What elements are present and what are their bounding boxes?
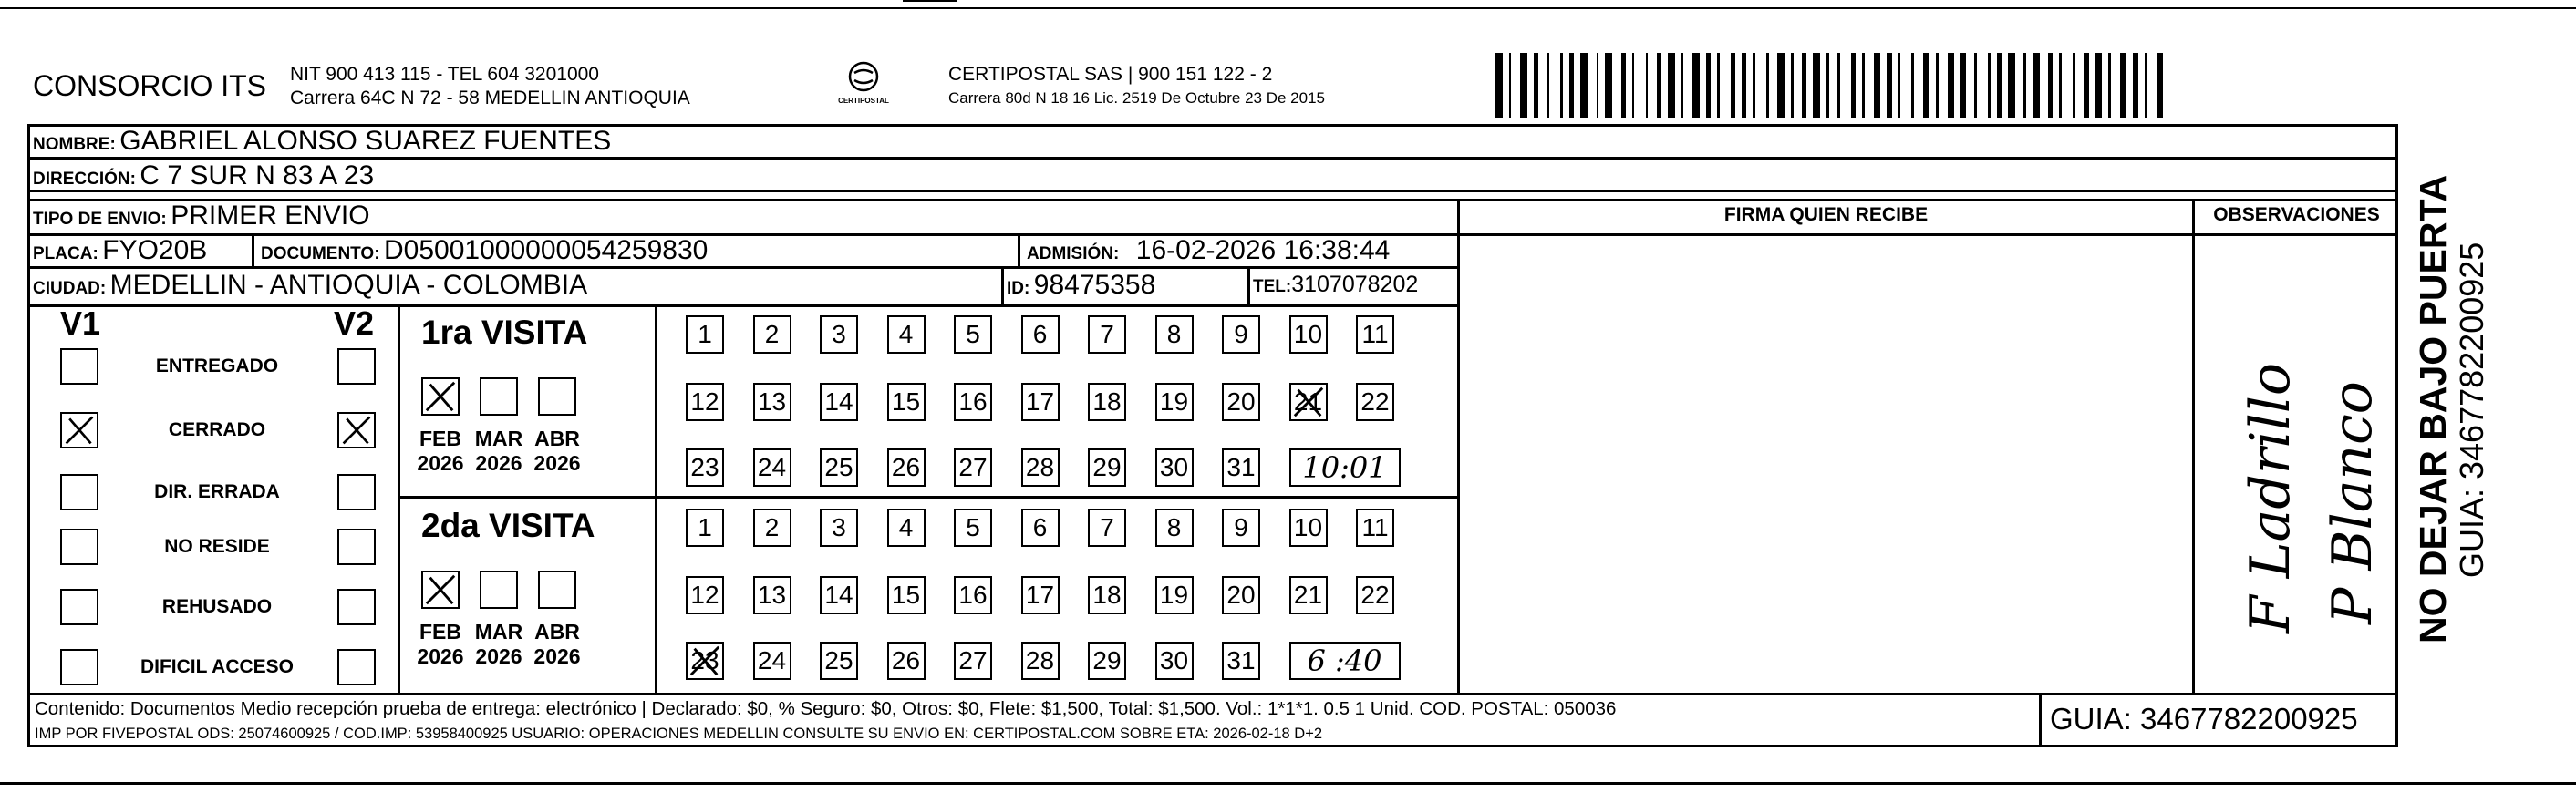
barcode-bar — [1534, 53, 1538, 118]
visit2-day-29[interactable]: 29 — [1088, 642, 1126, 680]
visit1-day-30[interactable]: 30 — [1155, 448, 1194, 487]
visit1-month-box-mar[interactable] — [480, 377, 518, 416]
v2-checkbox-no-reside[interactable] — [337, 529, 376, 565]
barcode-bar — [1766, 53, 1769, 118]
row-line-2 — [27, 190, 2398, 192]
firma-left-line — [1457, 199, 1460, 693]
row-line-4 — [27, 266, 1457, 269]
ciudad-row: CIUDAD: MEDELLIN - ANTIOQUIA - COLOMBIA — [33, 270, 588, 300]
v2-checkbox-cerrado[interactable] — [337, 412, 376, 448]
ciudad-value: MEDELLIN - ANTIOQUIA - COLOMBIA — [109, 270, 588, 300]
barcode-bar — [2008, 53, 2015, 118]
visit2-day-12[interactable]: 12 — [686, 576, 724, 614]
obs-left-line — [2192, 199, 2195, 693]
visit1-month-box-abr[interactable] — [538, 377, 576, 416]
visit2-time-box[interactable]: 6 :40 — [1289, 642, 1401, 680]
barcode-bar — [1923, 53, 1930, 118]
side-warning: NO DEJAR BAJO PUERTA — [2412, 174, 2454, 644]
visit2-day-31[interactable]: 31 — [1222, 642, 1260, 680]
barcode-bar — [1520, 53, 1527, 118]
barcode-bar — [2033, 53, 2040, 118]
barcode-bar — [2084, 53, 2088, 118]
v1-checkbox-cerrado[interactable] — [60, 412, 98, 448]
visit1-day-2[interactable]: 2 — [753, 315, 791, 354]
visit1-month-label: MAR 2026 — [474, 427, 523, 475]
visit2-day-3[interactable]: 3 — [820, 509, 858, 547]
visit2-month-box-abr[interactable] — [538, 571, 576, 609]
v1-label: V1 — [60, 304, 101, 342]
address-line: Carrera 64C N 72 - 58 MEDELLIN ANTIOQUIA — [290, 88, 690, 108]
visit2-day-8[interactable]: 8 — [1155, 509, 1194, 547]
documento-row: DOCUMENTO: D05001000000054259830 — [261, 235, 709, 265]
barcode-bar — [1632, 53, 1635, 118]
v2-label: V2 — [334, 304, 375, 342]
barcode-bar — [2048, 53, 2053, 118]
barcode-bar — [1547, 53, 1550, 118]
bottom-edge-line — [0, 782, 2576, 785]
tel-divider — [1247, 266, 1250, 304]
visit2-day-30[interactable]: 30 — [1155, 642, 1194, 680]
visit2-day-20[interactable]: 20 — [1222, 576, 1260, 614]
v1-checkbox-rehusado[interactable] — [60, 589, 98, 625]
visit-left-line — [398, 304, 400, 693]
nombre-value: GABRIEL ALONSO SUAREZ FUENTES — [119, 126, 612, 156]
visit-split-line — [398, 496, 1457, 499]
barcode-bar — [1605, 53, 1612, 118]
barcode-bar — [1898, 53, 1901, 118]
row-line-5 — [27, 304, 1457, 307]
observaciones-header: OBSERVACIONES — [2213, 204, 2380, 225]
v1-checkbox-dir-errada[interactable] — [60, 474, 98, 510]
visit1-day-22[interactable]: 22 — [1356, 383, 1394, 421]
visit2-day-9[interactable]: 9 — [1222, 509, 1260, 547]
status-label-no-reside: NO RESIDE — [164, 536, 270, 557]
barcode-bar — [1862, 53, 1865, 118]
visit2-day-1[interactable]: 1 — [686, 509, 724, 547]
barcode-bar — [1692, 53, 1700, 118]
visit2-month-label: MAR 2026 — [474, 620, 523, 668]
v2-checkbox-entregado[interactable] — [337, 348, 376, 385]
visit2-day-21[interactable]: 21 — [1289, 576, 1328, 614]
tipo-envio-row: TIPO DE ENVIO: PRIMER ENVIO — [33, 201, 370, 231]
barcode-bar — [1851, 53, 1856, 118]
status-label-entregado: ENTREGADO — [155, 355, 279, 376]
footer-guia: GUIA: 3467782200925 — [2050, 702, 2358, 736]
visit1-day-14[interactable]: 14 — [820, 383, 858, 421]
visit1-day-24[interactable]: 24 — [753, 448, 791, 487]
visit1-day-7[interactable]: 7 — [1088, 315, 1126, 354]
visit-title-2: 2da VISITA — [421, 507, 595, 544]
barcode-bar — [2108, 53, 2111, 118]
barcode-bar — [1668, 53, 1675, 118]
tel-row: TEL:3107078202 — [1253, 272, 1419, 297]
barcode-bar — [1569, 53, 1574, 118]
firma-header: FIRMA QUIEN RECIBE — [1723, 204, 1929, 225]
visit1-month-box-feb[interactable] — [421, 377, 460, 416]
tel-value: 3107078202 — [1291, 272, 1419, 297]
visit1-day-31[interactable]: 31 — [1222, 448, 1260, 487]
barcode-bar — [1753, 53, 1755, 118]
barcode-bar — [2073, 53, 2075, 118]
visit2-day-26[interactable]: 26 — [887, 642, 926, 680]
visit1-day-25[interactable]: 25 — [820, 448, 858, 487]
admision-row: ADMISIÓN: 16-02-2026 16:38:44 — [1027, 235, 1391, 265]
barcode-bar — [2157, 53, 2162, 118]
visit1-day-27[interactable]: 27 — [954, 448, 992, 487]
visit1-day-3[interactable]: 3 — [820, 315, 858, 354]
barcode-bar — [1791, 53, 1794, 118]
visit1-day-11[interactable]: 11 — [1356, 315, 1394, 354]
visit1-month-label: ABR 2026 — [533, 427, 581, 475]
visit2-day-16[interactable]: 16 — [954, 576, 992, 614]
v2-checkbox-dificil-acceso[interactable] — [337, 649, 376, 685]
visit2-day-27[interactable]: 27 — [954, 642, 992, 680]
barcode-bar — [1988, 53, 1991, 118]
visit1-day-12[interactable]: 12 — [686, 383, 724, 421]
visit2-month-box-mar[interactable] — [480, 571, 518, 609]
visit2-day-18[interactable]: 18 — [1088, 576, 1126, 614]
barcode-bar — [2133, 53, 2137, 118]
barcode-bar — [1495, 53, 1503, 118]
visit1-day-9[interactable]: 9 — [1222, 315, 1260, 354]
barcode-bar — [2095, 53, 2103, 118]
barcode-bar — [1681, 53, 1684, 118]
visit2-day-17[interactable]: 17 — [1021, 576, 1060, 614]
visit1-day-26[interactable]: 26 — [887, 448, 926, 487]
admision-divider — [1018, 233, 1020, 268]
barcode-bar — [1948, 53, 1955, 118]
barcode-bar — [1706, 53, 1711, 118]
visit2-day-28[interactable]: 28 — [1021, 642, 1060, 680]
top-edge-line — [0, 7, 2576, 9]
visit2-day-7[interactable]: 7 — [1088, 509, 1126, 547]
barcode-bar — [1813, 53, 1820, 118]
v1-checkbox-dificil-acceso[interactable] — [60, 649, 98, 685]
visit2-day-6[interactable]: 6 — [1021, 509, 1060, 547]
barcode-bar — [1826, 53, 1829, 118]
visit1-day-28[interactable]: 28 — [1021, 448, 1060, 487]
tipo-envio-value: PRIMER ENVIO — [171, 201, 370, 231]
visit1-day-16[interactable]: 16 — [954, 383, 992, 421]
month-right-line — [655, 304, 657, 693]
visit1-day-13[interactable]: 13 — [753, 383, 791, 421]
v1-checkbox-no-reside[interactable] — [60, 529, 98, 565]
visit1-day-21[interactable]: 21 — [1289, 383, 1328, 421]
barcode — [1495, 53, 2170, 118]
barcode-bar — [2023, 53, 2026, 118]
barcode-bar — [1597, 53, 1599, 118]
visit1-day-18[interactable]: 18 — [1088, 383, 1126, 421]
id-divider — [1001, 266, 1004, 304]
visit2-day-15[interactable]: 15 — [887, 576, 926, 614]
obs-line-2: P Blanco — [2321, 381, 2385, 624]
certipostal-logo: CERTIPOSTAL — [832, 58, 895, 111]
barcode-bar — [1742, 53, 1746, 118]
visit2-month-label: ABR 2026 — [533, 620, 581, 668]
barcode-bar — [1911, 53, 1914, 118]
barcode-bar — [1874, 53, 1881, 118]
barcode-bar — [1646, 53, 1649, 118]
visit1-day-19[interactable]: 19 — [1155, 383, 1194, 421]
row-line-1 — [27, 157, 2398, 160]
imp-line: IMP POR FIVEPOSTAL ODS: 25074600925 / COD.IMP: 53958400925 USUARIO: OPERACIONES MEDELLIN CONSULTE SU ENVIO EN: CERTIPOSTAL.COM SOBRE ETA: 2026-02-18 D+2 — [35, 726, 1323, 742]
visit1-day-17[interactable]: 17 — [1021, 383, 1060, 421]
visit1-day-6[interactable]: 6 — [1021, 315, 1060, 354]
id-value: 98475358 — [1033, 270, 1156, 300]
barcode-bar — [2145, 53, 2147, 118]
v2-checkbox-dir-errada[interactable] — [337, 474, 376, 510]
visit1-day-1[interactable]: 1 — [686, 315, 724, 354]
status-label-dir-errada: DIR. ERRADA — [154, 481, 280, 502]
visit2-day-5[interactable]: 5 — [954, 509, 992, 547]
placa-value: FYO20B — [102, 235, 208, 265]
barcode-bar — [1960, 53, 1965, 118]
barcode-bar — [1731, 53, 1735, 118]
barcode-bar — [2059, 53, 2062, 118]
barcode-bar — [1997, 53, 2002, 118]
visit1-day-10[interactable]: 10 — [1289, 315, 1328, 354]
barcode-bar — [1717, 53, 1720, 118]
visit2-day-23[interactable]: 23 — [686, 642, 724, 680]
barcode-bar — [1560, 53, 1563, 118]
visit1-day-29[interactable]: 29 — [1088, 448, 1126, 487]
visit2-day-11[interactable]: 11 — [1356, 509, 1394, 547]
visit2-day-14[interactable]: 14 — [820, 576, 858, 614]
visit1-day-8[interactable]: 8 — [1155, 315, 1194, 354]
placa-divider — [252, 233, 254, 268]
top-mark — [903, 0, 957, 2]
visit2-day-24[interactable]: 24 — [753, 642, 791, 680]
visit2-day-13[interactable]: 13 — [753, 576, 791, 614]
visit1-day-5[interactable]: 5 — [954, 315, 992, 354]
barcode-bar — [1509, 53, 1512, 118]
status-label-cerrado: CERRADO — [168, 419, 266, 440]
guia-divider — [2039, 693, 2042, 747]
visit1-day-20[interactable]: 20 — [1222, 383, 1260, 421]
row-line-2b — [27, 199, 2398, 201]
barcode-bar — [2120, 53, 2127, 118]
visit2-month-label: FEB 2026 — [417, 620, 464, 668]
visit2-day-22[interactable]: 22 — [1356, 576, 1394, 614]
v2-checkbox-rehusado[interactable] — [337, 589, 376, 625]
visit2-day-25[interactable]: 25 — [820, 642, 858, 680]
documento-value: D05001000000054259830 — [384, 235, 709, 265]
visit1-day-4[interactable]: 4 — [887, 315, 926, 354]
status-label-dificil-acceso: DIFICIL ACCESO — [140, 656, 294, 677]
visit-title-1: 1ra VISITA — [421, 314, 588, 351]
nit-line: NIT 900 413 115 - TEL 604 3201000 — [290, 64, 599, 85]
direccion-row: DIRECCIÓN: C 7 SUR N 83 A 23 — [33, 160, 375, 191]
barcode-bar — [1580, 53, 1588, 118]
v1-checkbox-entregado[interactable] — [60, 348, 98, 385]
id-row: ID: 98475358 — [1007, 270, 1156, 300]
barcode-bar — [1777, 53, 1785, 118]
barcode-bar — [1887, 53, 1891, 118]
footer-top-line — [27, 693, 2398, 695]
visit2-day-10[interactable]: 10 — [1289, 509, 1328, 547]
visit1-day-23[interactable]: 23 — [686, 448, 724, 487]
observaciones-handwriting — [2198, 273, 2398, 693]
barcode-bar — [1657, 53, 1661, 118]
visit2-day-4[interactable]: 4 — [887, 509, 926, 547]
visit2-day-19[interactable]: 19 — [1155, 576, 1194, 614]
license-line: Carrera 80d N 18 16 Lic. 2519 De Octubre 23 De 2015 — [948, 89, 1325, 107]
obs-line-1: F Ladrillo — [2239, 362, 2302, 633]
contenido-line: Contenido: Documentos Medio recepción prueba de entrega: electrónico | Declarado: $0, % Seguro: $0, Otros: $0, Flete: $1,500, Total: $1,500. Vol.: 1*1*1. 0.5 1 Unid. COD. POSTAL: 050036 — [35, 698, 1617, 719]
visit1-month-label: FEB 2026 — [417, 427, 464, 475]
nombre-row: NOMBRE: GABRIEL ALONSO SUAREZ FUENTES — [33, 126, 612, 156]
visit2-month-box-feb[interactable] — [421, 571, 460, 609]
direccion-value: C 7 SUR N 83 A 23 — [140, 160, 375, 191]
placa-row: PLACA: FYO20B — [33, 235, 208, 265]
admision-value: 16-02-2026 16:38:44 — [1135, 235, 1391, 265]
barcode-bar — [1837, 53, 1840, 118]
visit1-day-15[interactable]: 15 — [887, 383, 926, 421]
status-label-rehusado: REHUSADO — [161, 596, 273, 617]
side-guia: GUIA: 3467782200925 — [2453, 242, 2490, 578]
courier-line: CERTIPOSTAL SAS | 900 151 122 - 2 — [948, 64, 1273, 85]
barcode-bar — [1621, 53, 1626, 118]
barcode-bar — [1802, 53, 1806, 118]
visit2-day-2[interactable]: 2 — [753, 509, 791, 547]
visit1-time-box[interactable]: 10:01 — [1289, 448, 1401, 487]
barcode-bar — [1936, 53, 1939, 118]
barcode-bar — [1974, 53, 1977, 118]
company-name: CONSORCIO ITS — [33, 69, 267, 102]
